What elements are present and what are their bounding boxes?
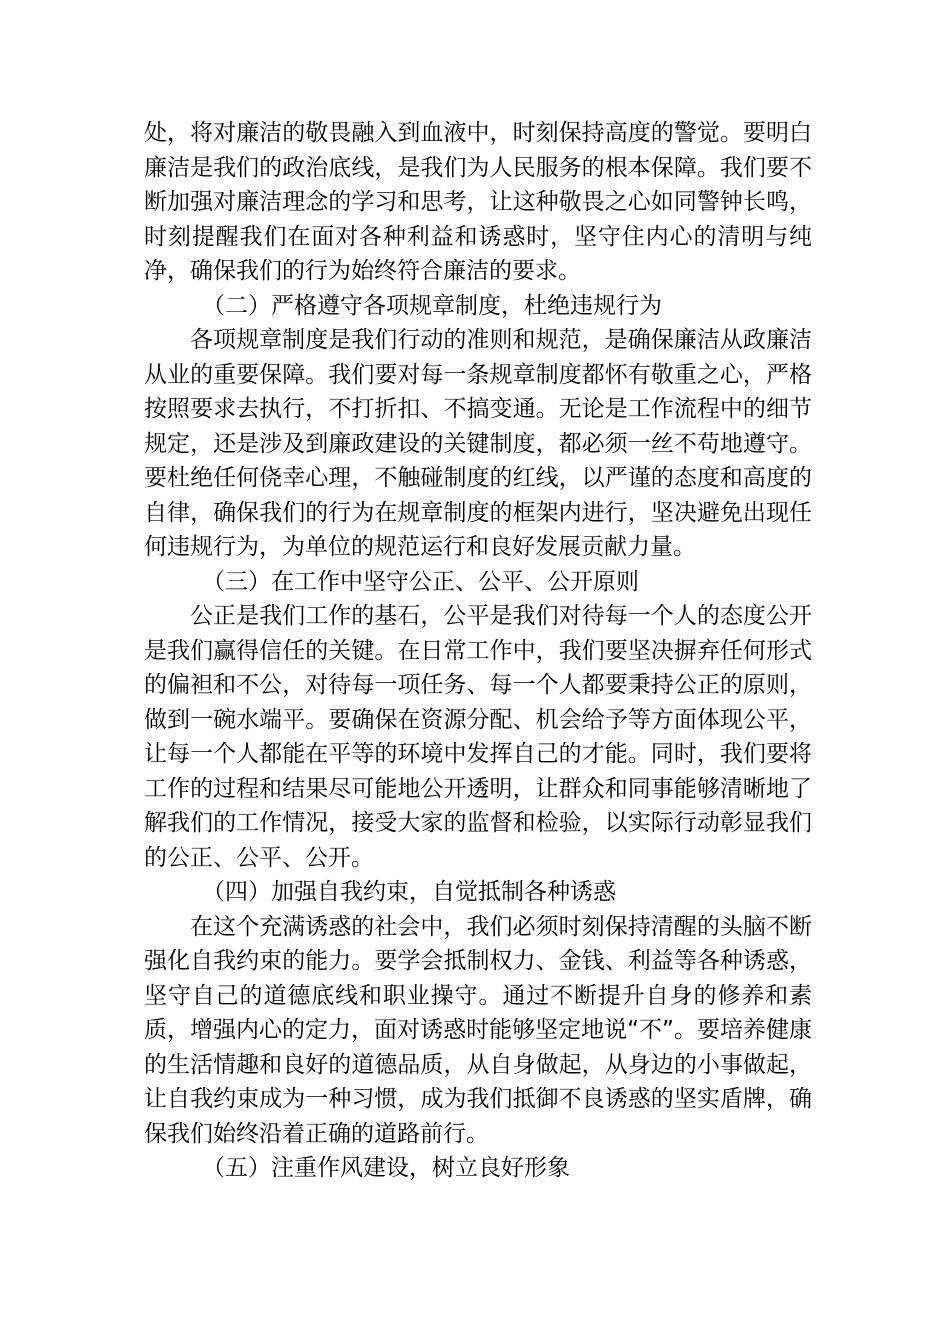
body-paragraph: 在这个充满诱惑的社会中，我们必须时刻保持清醒的头脑不断强化自我约束的能力。要学会抵制权力、金钱、利益等各种诱惑，坚守自己的道德底线和职业操守。通过不断提升自身的修养和素质，增强内心的定力，面对诱惑时能够坚定地说“不”。要培养健康的生活情趣和良好的道德品质，从自身做起，从身边的小事做起，让自我约束成为一种习惯，成为我们抵御不良诱惑的坚实盾牌，确保我们始终沿着正确的道路前行。 [144,913,812,1147]
document-page [144,116,812,1186]
body-paragraph: 公正是我们工作的基石，公平是我们对待每一个人的态度公开是我们赢得信任的关键。在日常工作中，我们要坚决摒弃任何形式的偏袒和不公，对待每一项任务、每一个人都要秉持公正的原则，做到一碗水端平。要确保在资源分配、机会给予等方面体现公平，让每一个人都能在平等的环境中发挥自己的才能。同时，我们要将工作的过程和结果尽可能地公开透明，让群众和同事能够清晰地了解我们的工作情况，接受大家的监督和检验，以实际行动彰显我们的公正、公平、公开。 [144,603,812,871]
body-paragraph: 各项规章制度是我们行动的准则和规范，是确保廉洁从政廉洁从业的重要保障。我们要对每一条规章制度都怀有敬重之心，严格按照要求去执行，不打折扣、不搞变通。无论是工作流程中的细节规定，还是涉及到廉政建设的关键制度，都必须一丝不苟地遵守。要杜绝任何侥幸心理，不触碰制度的红线，以严谨的态度和高度的自律，确保我们的行为在规章制度的框架内进行，坚决避免出现任何违规行为，为单位的规范运行和良好发展贡献力量。 [144,327,812,560]
section-heading: （四）加强自我约束，自觉抵制各种诱惑 [202,879,616,905]
body-paragraph: 处，将对廉洁的敬畏融入到血液中，时刻保持高度的警觉。要明白廉洁是我们的政治底线，是我们为人民服务的根本保障。我们要不断加强对廉洁理念的学习和思考，让这种敬畏之心如同警钟长鸣，时刻提醒我们在面对各种利益和诱惑时，坚守住内心的清明与纯净，确保我们的行为始终符合廉洁的要求。 [144,120,812,284]
section-heading: （五）注重作风建设，树立良好形象 [202,1155,570,1181]
section-heading: （二）严格遵守各项规章制度，杜绝违规行为 [202,292,662,319]
section-heading: （三）在工作中坚守公正、公平、公开原则 [202,568,639,595]
